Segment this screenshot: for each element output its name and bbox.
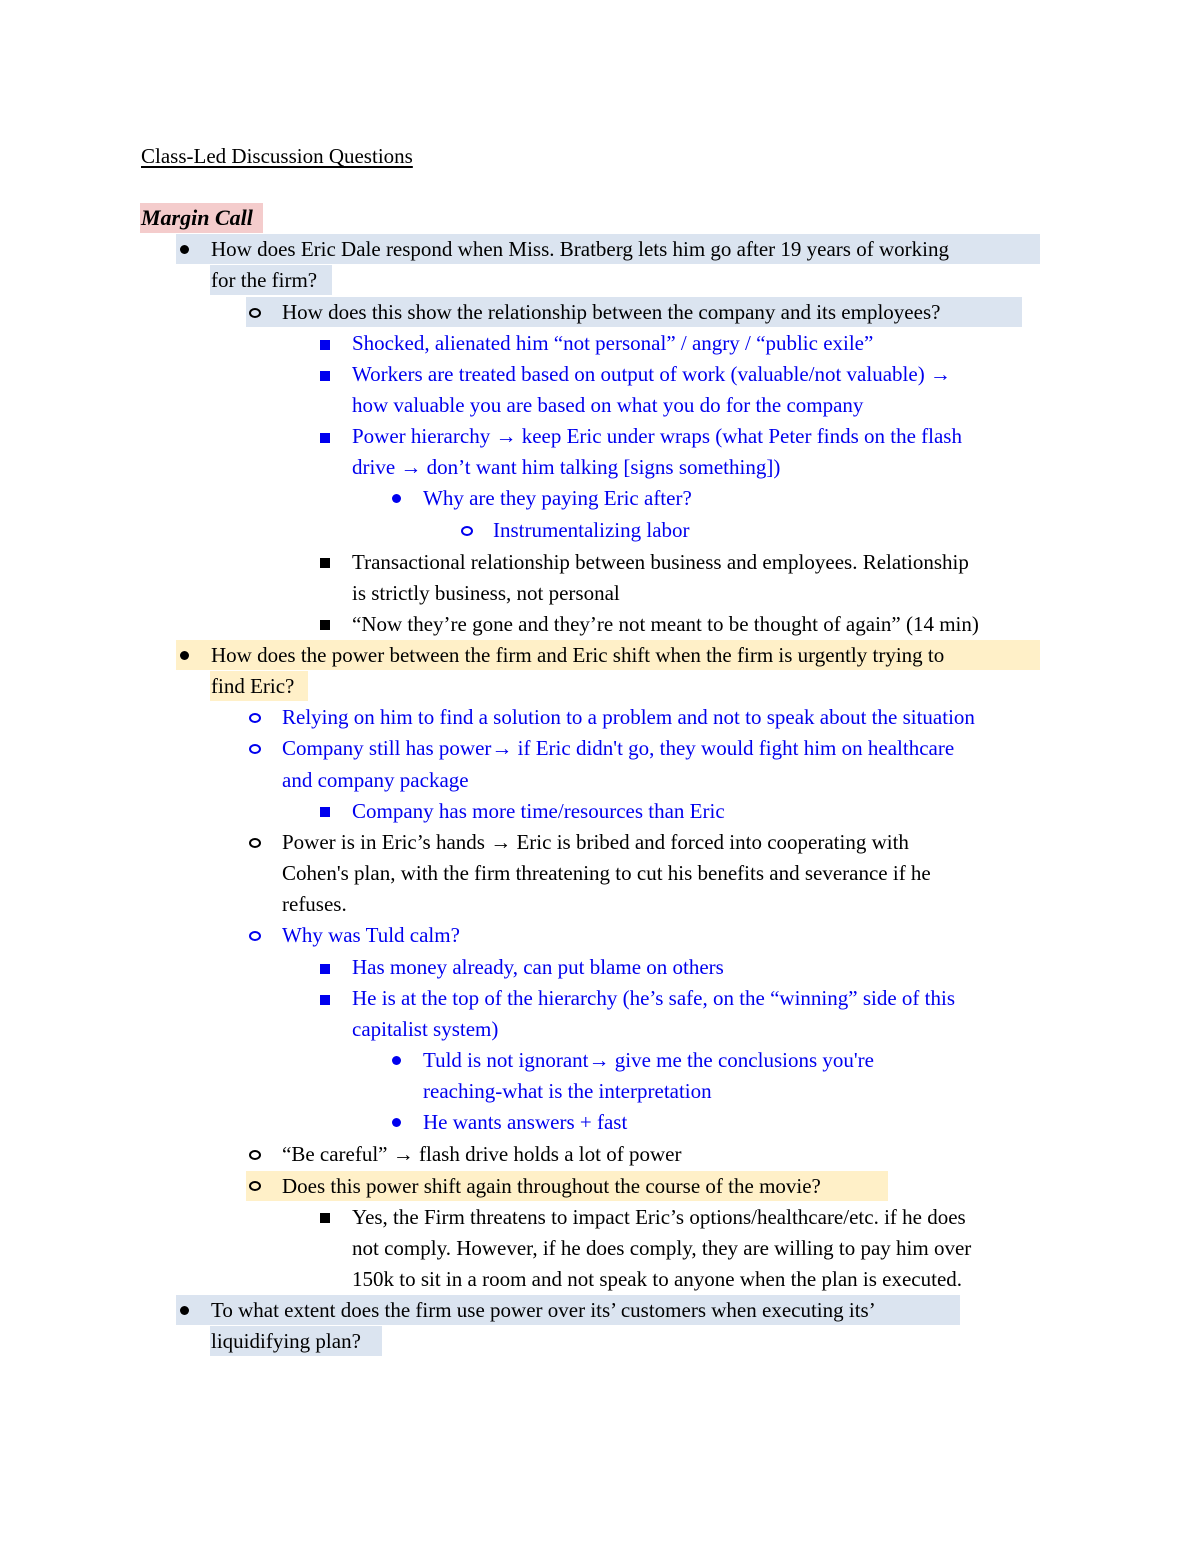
bullet-square (320, 995, 330, 1005)
bullet-square (320, 558, 330, 568)
bullet-square (320, 964, 330, 974)
bullet-text: is strictly business, not personal (352, 581, 620, 605)
bullet-square (320, 340, 330, 350)
bullet-text: To what extent does the firm use power over its’ customers when executing its’ (211, 1298, 876, 1322)
bullet-circle (249, 1181, 261, 1191)
bullet-text: Does this power shift again throughout the course of the movie? (282, 1174, 821, 1198)
bullet-text: Company still has power→ if Eric didn't go, they would fight him on healthcare (282, 736, 955, 760)
bullet-text: for the firm? (211, 268, 318, 292)
bullet-square (320, 433, 330, 443)
bullet-text: Transactional relationship between business and employees. Relationship (352, 550, 969, 574)
bullet-circle (249, 713, 261, 723)
bullet-text: How does this show the relationship between the company and its employees? (282, 300, 941, 324)
bullet-disc (180, 1306, 189, 1315)
bullet-text: Relying on him to find a solution to a problem and not to speak about the situation (282, 705, 975, 729)
bullet-text: Why are they paying Eric after? (423, 486, 692, 510)
bullet-text: Workers are treated based on output of work (valuable/not valuable) → (352, 362, 951, 386)
bullet-text: find Eric? (211, 674, 295, 698)
bullet-text: capitalist system) (352, 1017, 499, 1041)
bullet-text: He wants answers + fast (423, 1110, 628, 1134)
bullet-disc (392, 1056, 401, 1065)
bullet-text: Shocked, alienated him “not personal” / angry / “public exile” (352, 331, 874, 355)
bullet-disc (180, 245, 189, 254)
bullet-circle (461, 526, 473, 536)
bullet-disc (392, 494, 401, 503)
bullet-text: not comply. However, if he does comply, they are willing to pay him over (352, 1236, 972, 1260)
bullet-text: He is at the top of the hierarchy (he’s safe, on the “winning” side of this (352, 986, 955, 1010)
bullet-text: reaching-what is the interpretation (423, 1079, 712, 1103)
bullet-circle (249, 931, 261, 941)
bullet-text: how valuable you are based on what you do for the company (352, 393, 864, 417)
bullet-square (320, 371, 330, 381)
bullet-square (320, 1213, 330, 1223)
bullet-text: Power is in Eric’s hands → Eric is bribed and forced into cooperating with (282, 830, 909, 854)
bullet-circle (249, 1150, 261, 1160)
section-heading: Margin Call (141, 205, 253, 230)
bullet-circle (249, 744, 261, 754)
bullet-text: Power hierarchy → keep Eric under wraps (what Peter finds on the flash (352, 424, 962, 448)
bullet-text: Instrumentalizing labor (493, 518, 690, 542)
bullet-text: Cohen's plan, with the firm threatening to cut his benefits and severance if he (282, 861, 931, 885)
bullet-circle (249, 308, 261, 318)
bullet-square (320, 620, 330, 630)
bullet-square (320, 807, 330, 817)
bullet-text: 150k to sit in a room and not speak to anyone when the plan is executed. (352, 1267, 963, 1291)
bullet-text: How does Eric Dale respond when Miss. Bratberg lets him go after 19 years of working (211, 237, 949, 261)
bullet-text: Tuld is not ignorant→ give me the conclusions you're (423, 1048, 874, 1072)
bullet-text: Why was Tuld calm? (282, 923, 460, 947)
bullet-disc (180, 651, 189, 660)
bullet-text: “Be careful” → flash drive holds a lot of power (282, 1142, 682, 1166)
bullet-text: “Now they’re gone and they’re not meant to be thought of again” (14 min) (352, 612, 979, 636)
bullet-disc (392, 1118, 401, 1127)
document-title: Class-Led Discussion Questions (141, 144, 413, 168)
bullet-text: Company has more time/resources than Eric (352, 799, 725, 823)
bullet-text: refuses. (282, 892, 347, 916)
bullet-circle (249, 838, 261, 848)
bullet-text: Has money already, can put blame on others (352, 955, 724, 979)
bullet-text: liquidifying plan? (211, 1329, 361, 1353)
bullet-text: Yes, the Firm threatens to impact Eric’s options/healthcare/etc. if he does (352, 1205, 966, 1229)
bullet-text: and company package (282, 768, 469, 792)
bullet-text: drive → don’t want him talking [signs something]) (352, 455, 781, 479)
bullet-text: How does the power between the firm and Eric shift when the firm is urgently trying to (211, 643, 945, 667)
